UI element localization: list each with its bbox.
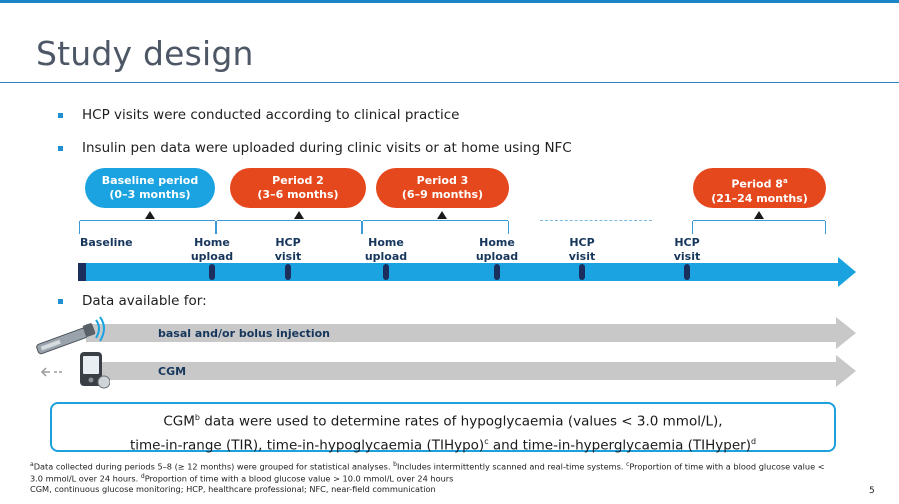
cgm-data-label: CGM bbox=[158, 365, 187, 378]
timeline-label-hcp-visit: HCP visit bbox=[274, 236, 302, 263]
cgm-arrow-head-icon bbox=[836, 355, 856, 387]
timeline-start-marker bbox=[78, 263, 86, 281]
timeline-arrow-head-icon bbox=[838, 257, 856, 287]
period-range: (6–9 months) bbox=[401, 188, 484, 201]
cgm-info-box bbox=[50, 402, 836, 452]
cgm-reader-icon bbox=[38, 352, 110, 392]
timeline-label-hcp-visit: HCP visit bbox=[673, 236, 701, 263]
bullet-text: Insulin pen data were uploaded during clinic visits or at home using NFC bbox=[82, 140, 572, 156]
timeline-label-baseline: Baseline bbox=[80, 236, 133, 249]
timeline-event-marker bbox=[209, 264, 215, 280]
period-range: (21–24 months) bbox=[711, 191, 808, 205]
period-bracket bbox=[693, 220, 825, 234]
timeline-event-marker bbox=[579, 264, 585, 280]
period-bracket bbox=[217, 220, 361, 234]
info-line-2: time-in-range (TIR), time-in-hypoglycaemia (TIHypo)$^c$ and time-in-hyperglycaemia (TIHyper)$^d$ bbox=[129, 436, 757, 453]
period-2 bbox=[230, 168, 366, 208]
page-title: Study design bbox=[36, 34, 254, 73]
timeline-arrow-body bbox=[78, 263, 840, 281]
timeline-label-home-upload: Home upload bbox=[475, 236, 519, 263]
bullet-text: Data available for: bbox=[82, 293, 207, 309]
period-pointer-icon bbox=[754, 211, 764, 219]
title-divider bbox=[0, 82, 899, 83]
footnote-definitions: $^a$Data collected during periods 5–8 (≥ 12 months) were grouped for statistical analyses. $^b$Includes intermittently scanned and real-time systems. $^c$Proportion of time with a blood glucose value < 3.0 mmol/L over 24 hours. $^d$Proportion of time with a blood glucose value > 10.0 mmol/L over 24 hours bbox=[30, 461, 825, 484]
timeline-event-marker bbox=[684, 264, 690, 280]
bullet-square-icon bbox=[58, 113, 63, 118]
timeline-event-marker bbox=[285, 264, 291, 280]
footnotes bbox=[30, 460, 830, 495]
top-accent-line bbox=[0, 0, 899, 3]
footnote-abbreviations: CGM, continuous glucose monitoring; HCP, healthcare professional; NFC, near-field communication bbox=[30, 484, 436, 495]
info-line-1: CGM$^b$ data were used to determine rates of hypoglycaemia (values < 3.0 mmol/L), bbox=[163, 413, 723, 430]
period-bracket bbox=[363, 220, 508, 234]
period-range: (3–6 months) bbox=[257, 188, 339, 201]
timeline-event-marker bbox=[494, 264, 500, 280]
injection-data-label: basal and/or bolus injection bbox=[158, 327, 331, 340]
period-3 bbox=[376, 168, 509, 208]
period-title: Period 3 bbox=[416, 174, 469, 187]
period-pointer-icon bbox=[294, 211, 304, 219]
timeline-label-hcp-visit: HCP visit bbox=[568, 236, 596, 263]
injection-arrow-head-icon bbox=[836, 317, 856, 349]
period-pointer-icon bbox=[437, 211, 447, 219]
period-baseline bbox=[85, 168, 215, 208]
period-8 bbox=[693, 168, 826, 208]
timeline-label-home-upload: Home upload bbox=[364, 236, 408, 263]
period-title: Period 8$^a$ bbox=[731, 177, 788, 191]
bullet-square-icon bbox=[58, 146, 63, 151]
timeline-event-marker bbox=[383, 264, 389, 280]
period-title: Baseline period bbox=[101, 174, 199, 187]
cgm-data-arrow bbox=[86, 362, 838, 380]
period-pointer-icon bbox=[145, 211, 155, 219]
period-range: (0–3 months) bbox=[109, 188, 191, 201]
period-bracket bbox=[80, 220, 215, 234]
period-title: Period 2 bbox=[272, 174, 324, 187]
page-number: 5 bbox=[869, 486, 875, 496]
timeline-label-home-upload: Home upload bbox=[190, 236, 234, 263]
timeline-gap-dashes bbox=[540, 220, 652, 221]
insulin-pen-icon bbox=[32, 316, 108, 356]
bullet-square-icon bbox=[58, 299, 63, 304]
bullet-text: HCP visits were conducted according to clinical practice bbox=[82, 107, 460, 123]
